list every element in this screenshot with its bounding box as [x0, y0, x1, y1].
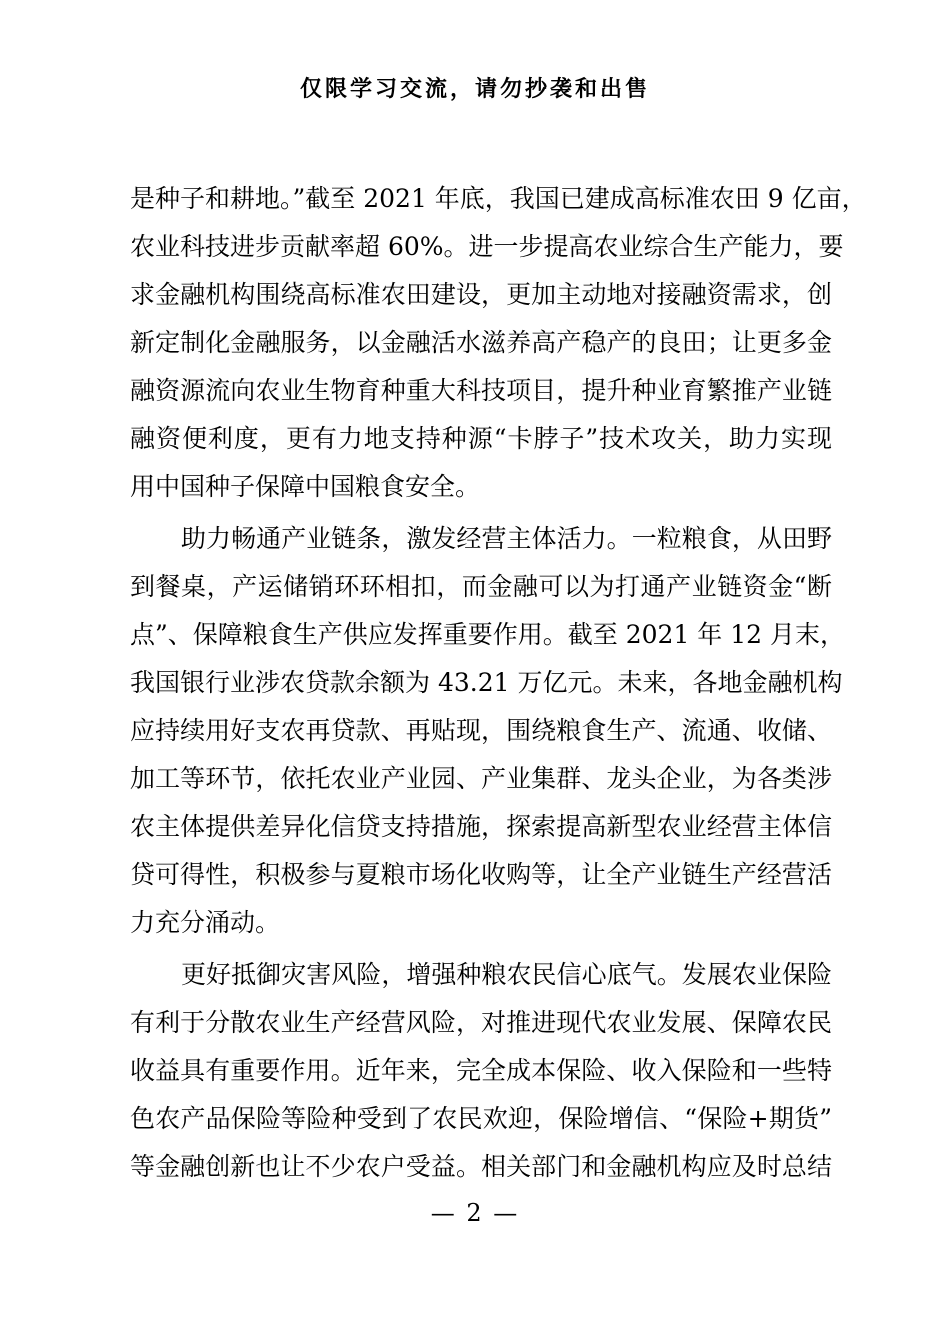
text-line: 融资源流向农业生物育种重大科技项目，提升种业育繁推产业链 — [130, 376, 832, 405]
paragraph-1 — [130, 175, 867, 511]
text-line: 农业科技进步贡献率超 60%。进一步提高农业综合生产能力，要 — [130, 232, 844, 261]
text-line: 贷可得性，积极参与夏粮市场化收购等，让全产业链生产经营活 — [130, 860, 832, 889]
text-line: 到餐桌，产运储销环环相扣，而金融可以为打通产业链资金“断 — [130, 572, 832, 601]
text-line: 有利于分散农业生产经营风险，对推进现代农业发展、保障农民 — [130, 1008, 832, 1037]
text-line: 加工等环节，依托农业产业园、产业集群、龙头企业，为各类涉 — [130, 764, 832, 793]
paragraph-3 — [130, 951, 832, 1191]
text-line: 力充分涌动。 — [130, 908, 281, 937]
text-line: 助力畅通产业链条，激发经营主体活力。一粒粮食，从田野 — [181, 524, 832, 553]
text-line: 更好抵御灾害风险，增强种粮农民信心底气。发展农业保险 — [181, 960, 832, 989]
text-line: 点”、保障粮食生产供应发挥重要作用。截至 2021 年 12 月末， — [130, 620, 846, 649]
text-line: 新定制化金融服务，以金融活水滋养高产稳产的良田；让更多金 — [130, 328, 832, 357]
text-line: 求金融机构围绕高标准农田建设，更加主动地对接融资需求，创 — [130, 280, 832, 309]
text-line: 我国银行业涉农贷款余额为 43.21 万亿元。未来，各地金融机构 — [130, 668, 843, 697]
text-line: 收益具有重要作用。近年来，完全成本保险、收入保险和一些特 — [130, 1056, 832, 1085]
text-line: 色农产品保险等险种受到了农民欢迎，保险增信、“保险+期货” — [130, 1104, 832, 1133]
text-line: 应持续用好支农再贷款、再贴现，围绕粮食生产、流通、收储、 — [130, 716, 832, 745]
text-line: 等金融创新也让不少农户受益。相关部门和金融机构应及时总结 — [130, 1152, 832, 1181]
text-line: 农主体提供差异化信贷支持措施，探索提高新型农业经营主体信 — [130, 812, 832, 841]
body-text — [130, 175, 867, 1191]
paragraph-2 — [130, 515, 846, 947]
text-line: 融资便利度，更有力地支持种源“卡脖子”技术攻关，助力实现 — [130, 424, 832, 453]
header-notice: 仅限学习交流，请勿抄袭和出售 — [299, 76, 650, 102]
text-line: 用中国种子保障中国粮食安全。 — [130, 472, 481, 501]
page-number: — 2 — — [430, 1199, 520, 1227]
text-line: 是种子和耕地。”截至 2021 年底，我国已建成高标准农田 9 亿亩， — [130, 184, 867, 213]
